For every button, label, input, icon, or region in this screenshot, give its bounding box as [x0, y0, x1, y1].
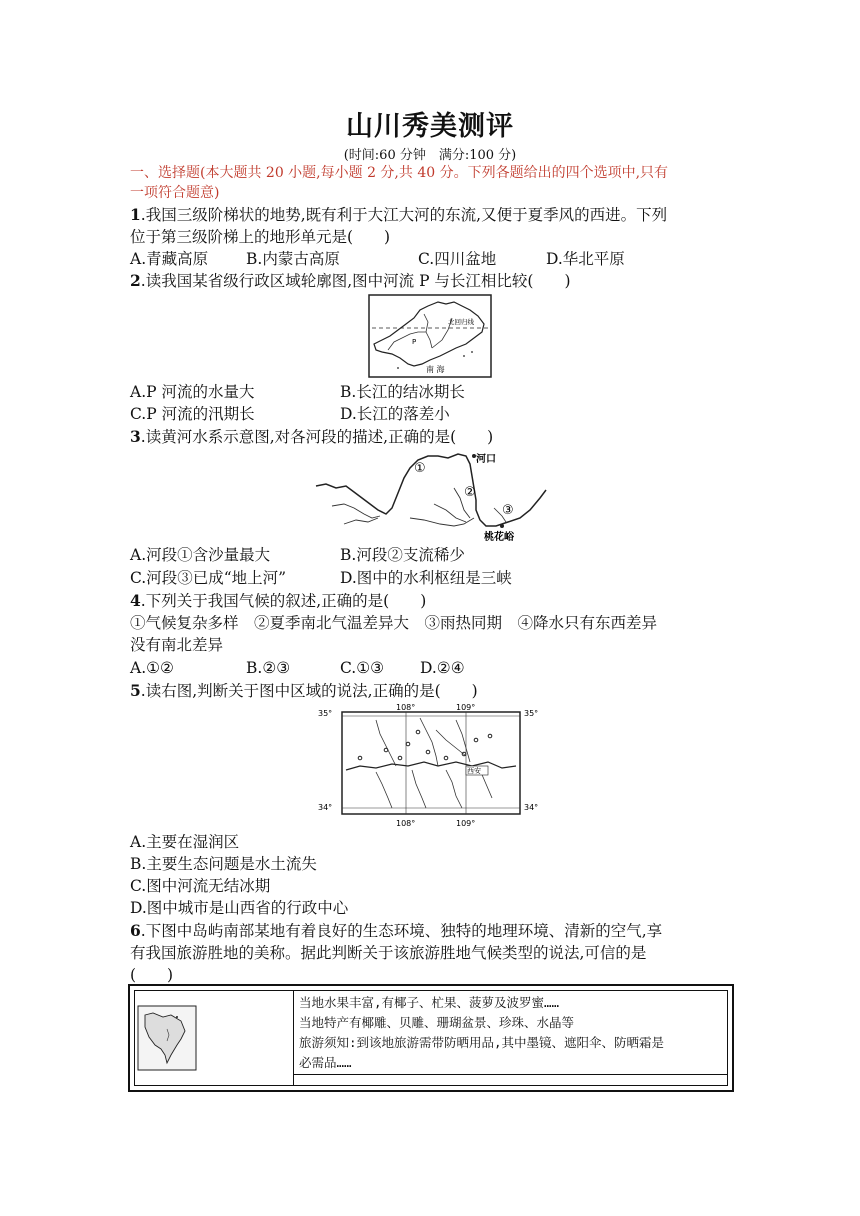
section-heading-line1: 一、选择题(本大题共 20 小题,每小题 2 分,共 40 分。下列各题给出的四个选项中,只有	[130, 165, 669, 181]
q1-option-a: A.青藏高原	[130, 250, 209, 268]
river-segment-2-label: ②	[464, 485, 476, 500]
q2-option-d: D.长江的落差小	[340, 405, 450, 423]
lon-109-bottom: 109°	[456, 819, 476, 828]
q5-option-d: D.图中城市是山西省的行政中心	[130, 899, 349, 917]
q6-stem-line1	[130, 920, 730, 942]
river-segment-1-label: ①	[414, 461, 426, 476]
yellow-river-map	[314, 448, 548, 544]
exam-info: (时间:60 分钟 满分:100 分)	[343, 148, 517, 163]
q3-option-b: B.河段②支流稀少	[340, 546, 465, 564]
q6-table-inner	[134, 990, 728, 1086]
q4-option-b: B.②③	[246, 659, 291, 677]
q3-option-c: C.河段③已成“地上河”	[130, 569, 287, 587]
page-title: 山川秀美测评	[346, 111, 514, 142]
q6-table-column-divider	[293, 991, 294, 1085]
q4-stem-line3: 没有南北差异	[130, 636, 224, 654]
q4-stem-line2: ①气候复杂多样 ②夏季南北气温差异大 ③雨热同期 ④降水只有东西差异	[130, 614, 658, 632]
q4-number: 4	[130, 591, 141, 610]
q1-option-b: B.内蒙古高原	[246, 250, 340, 268]
q1-text: .我国三级阶梯状的地势,既有利于大江大河的东流,又便于夏季风的西进。下列	[140, 206, 668, 224]
q4-stem-line1	[130, 590, 730, 612]
q1-stem-line1	[130, 204, 730, 226]
q2-option-b: B.长江的结冰期长	[340, 383, 465, 401]
q6-table-line4: 必需品……	[299, 1055, 352, 1070]
q6-info-table	[128, 984, 734, 1092]
q2-option-c: C.P 河流的汛期长	[130, 405, 255, 423]
q1-option-c: C.四川盆地	[418, 250, 497, 268]
q4-text: .下列关于我国气候的叙述,正确的是( )	[140, 592, 427, 610]
q1-stem-line2: 位于第三级阶梯上的地形单元是( )	[130, 228, 391, 246]
lat-35-right: 35°	[524, 709, 539, 718]
q3-text: .读黄河水系示意图,对各河段的描述,正确的是( )	[140, 428, 494, 446]
island-thumbnail-map	[137, 1005, 197, 1071]
guangdong-outline-map	[368, 294, 492, 378]
q5-text: .读右图,判断关于图中区域的说法,正确的是( )	[140, 682, 478, 700]
lat-34-right: 34°	[524, 803, 539, 812]
q6-table-line2: 当地特产有椰雕、贝雕、珊瑚盆景、珍珠、水晶等	[299, 1015, 575, 1030]
q2-number: 2	[130, 271, 141, 290]
q6-number: 6	[130, 921, 141, 940]
taohuayu-label: 桃花峪	[484, 532, 514, 543]
q6-stem-line2: 有我国旅游胜地的美称。据此判断关于该旅游胜地气候类型的说法,可信的是	[130, 944, 647, 962]
q2-text: .读我国某省级行政区域轮廓图,图中河流 P 与长江相比较( )	[140, 272, 571, 290]
hekou-label: 河口	[476, 454, 496, 465]
q6-table-line3: 旅游须知:到该地旅游需带防晒用品,其中墨镜、遮阳伞、防晒霜是	[299, 1035, 665, 1050]
lat-34-left: 34°	[318, 803, 333, 812]
q5-option-a: A.主要在湿润区	[130, 833, 240, 851]
q5-option-b: B.主要生态问题是水土流失	[130, 855, 317, 873]
city-label: 西安	[467, 767, 481, 775]
q5-stem-line1	[130, 680, 730, 702]
lon-108-bottom: 108°	[396, 819, 416, 828]
shaanxi-region-map	[316, 700, 544, 830]
q6-table-row-divider	[293, 1074, 727, 1075]
q5-number: 5	[130, 681, 141, 700]
section-heading-line2: 一项符合题意)	[130, 185, 220, 201]
lon-108-top: 108°	[396, 703, 416, 712]
q1-option-d: D.华北平原	[546, 250, 625, 268]
q5-option-c: C.图中河流无结冰期	[130, 877, 271, 895]
lat-35-left: 35°	[318, 709, 333, 718]
q4-option-d: D.②④	[420, 659, 465, 677]
sea-label: 南 海	[426, 365, 445, 374]
q3-stem-line1	[130, 426, 730, 448]
q3-number: 3	[130, 427, 141, 446]
q6-table-line1: 当地水果丰富,有椰子、杧果、菠萝及波罗蜜……	[299, 995, 560, 1010]
q2-option-a: A.P 河流的水量大	[130, 383, 255, 401]
q1-number: 1	[130, 205, 141, 224]
q6-text: .下图中岛屿南部某地有着良好的生态环境、独特的地理环境、清新的空气,享	[140, 922, 663, 940]
river-segment-3-label: ③	[502, 503, 514, 518]
tropic-label: 北回归线	[448, 318, 474, 326]
q3-option-a: A.河段①含沙量最大	[130, 546, 271, 564]
q4-option-a: A.①②	[130, 659, 174, 677]
q6-stem-line3: ( )	[130, 966, 174, 984]
river-p-label: P	[412, 338, 417, 346]
q3-option-d: D.图中的水利枢纽是三峡	[340, 569, 512, 587]
lon-109-top: 109°	[456, 703, 476, 712]
q2-stem-line1	[130, 270, 730, 292]
q4-option-c: C.①③	[340, 659, 385, 677]
